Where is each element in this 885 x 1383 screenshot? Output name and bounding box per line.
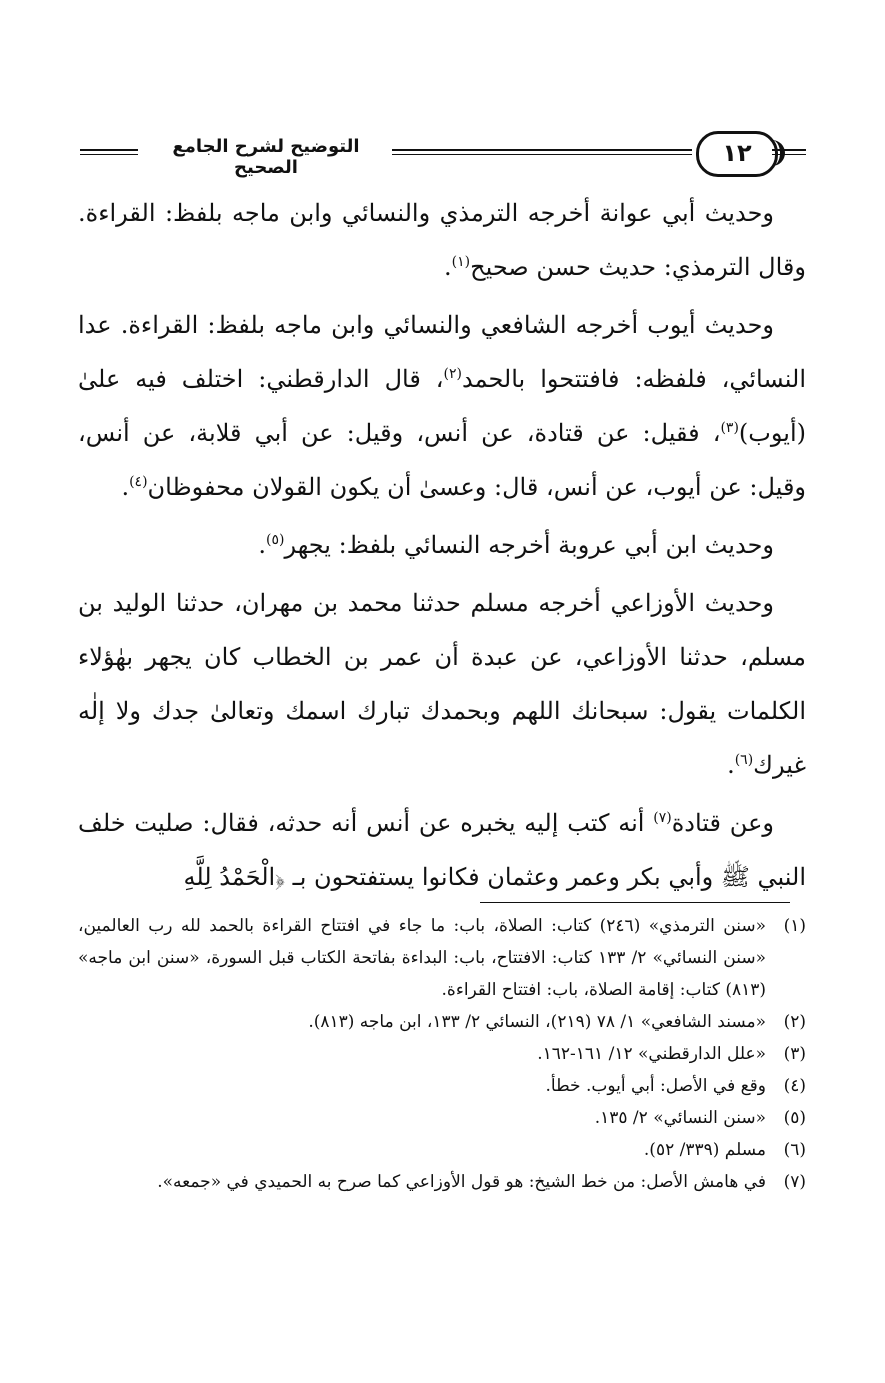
- footnote-text: في هامش الأصل: من خط الشيخ: هو قول الأوزاعي كما صرح به الحميدي في «جمعه».: [157, 1172, 766, 1192]
- footnote-ref-1[interactable]: (١): [451, 254, 471, 270]
- footnote-ref-5[interactable]: (٥): [266, 532, 285, 548]
- paragraph-2-end: .: [121, 473, 130, 501]
- paragraph-4-text: وحديث الأوزاعي أخرجه مسلم حدثنا محمد بن مهران، حدثنا الوليد بن مسلم، حدثنا الأوزاعي، عن عبدة أن عمر بن الخطاب كان يجهر بهٰؤلاء الكلمات يقول: سبحانك اللهم وبحمدك تبارك اسمك وتعالىٰ جدك ولا إلٰه غيرك: [78, 589, 806, 779]
- paragraph-1-text: وحديث أبي عوانة أخرجه الترمذي والنسائي وابن ماجه بلفظ: القراءة. وقال الترمذي: حديث حسن صحيح: [78, 199, 806, 281]
- paragraph-2-text-c: ، فقيل: عن قتادة، عن أنس، وقيل: عن أبي قلابة، عن أنس، وقيل: عن أيوب، عن أنس، قال: وعسىٰ أن يكون القولان محفوظان: [78, 419, 806, 501]
- paragraph-4-end: .: [727, 751, 735, 779]
- footnote-text: وقع في الأصل: أبي أيوب. خطأ.: [545, 1076, 766, 1096]
- footnote-ref-7[interactable]: (٧): [653, 810, 672, 826]
- running-title: التوضيح لشرح الجامع الصحيح: [172, 136, 360, 178]
- paragraph-1-end: .: [443, 253, 452, 281]
- paragraph-1: [78, 186, 806, 294]
- footnotes: [78, 910, 806, 1198]
- footnote-4: [78, 1070, 806, 1102]
- paragraph-4: [78, 576, 806, 792]
- page-number: ١٢: [722, 139, 752, 167]
- footnote-6: [78, 1134, 806, 1166]
- footnote-ref-3[interactable]: (٣): [720, 420, 739, 436]
- footnote-text: «علل الدارقطني» ١٢/ ١٦١-١٦٢.: [537, 1044, 766, 1064]
- footnote-text: «سنن النسائي» ٢/ ١٣٥.: [594, 1108, 766, 1128]
- footnote-ref-6[interactable]: (٦): [734, 752, 754, 768]
- footnote-text: مسلم (٣٣٩/ ٥٢).: [643, 1140, 766, 1160]
- header-rule-right: [772, 149, 806, 155]
- paragraph-5-text-a: وعن قتادة: [671, 809, 774, 837]
- paragraph-2-text-b: ، قال الدارقطني: اختلف فيه علىٰ (أيوب): [78, 365, 806, 447]
- paragraph-5: [78, 796, 806, 904]
- footnote-ref-4[interactable]: (٤): [129, 474, 148, 490]
- paragraph-5-text-b: أنه كتب إليه يخبره عن أنس أنه حدثه، فقال: صليت خلف النبي ﷺ وأبي بكر وعمر وعثمان فكانوا يستفتحون بـ ﴿الْحَمْدُ لِلَّهِ: [78, 809, 806, 891]
- footnote-1: [78, 910, 806, 1006]
- page-number-badge: [696, 131, 778, 177]
- footnote-number: (٦): [783, 1140, 806, 1160]
- footnote-7: [78, 1166, 806, 1198]
- footnote-5: [78, 1102, 806, 1134]
- footnote-3: [78, 1038, 806, 1070]
- footnote-number: (١): [783, 916, 806, 936]
- paragraph-3-end: .: [258, 531, 266, 559]
- footnote-number: (٣): [783, 1044, 806, 1064]
- footnote-ref-2[interactable]: (٢): [443, 366, 462, 382]
- paragraph-3-text: وحديث ابن أبي عروبة أخرجه النسائي بلفظ: يجهر: [284, 531, 774, 559]
- page-header: [76, 128, 804, 178]
- paragraph-2-text-a: وحديث أيوب أخرجه الشافعي والنسائي وابن ماجه بلفظ: القراءة. عدا النسائي، فلفظه: فافتتحوا بالحمد: [78, 311, 807, 393]
- footnote-number: (٤): [783, 1076, 806, 1096]
- paragraph-2: [78, 298, 806, 514]
- footnote-number: (٢): [783, 1012, 806, 1032]
- footnote-text: «سنن الترمذي» (٢٤٦) كتاب: الصلاة، باب: ما جاء في افتتاح القراءة بالحمد لله رب العالمين، «سنن النسائي» ٢/ ١٣٣ كتاب: الافتتاح، باب: البداءة بفاتحة الكتاب قبل السورة، «سنن ابن ماجه» (٨١٣) كتاب: إقامة الصلاة، باب: افتتاح القراءة.: [78, 916, 766, 1000]
- header-rule-middle: [392, 149, 692, 155]
- footnote-2: [78, 1006, 806, 1038]
- footnote-divider: [480, 902, 790, 903]
- main-text: [78, 186, 806, 908]
- footnote-number: (٥): [783, 1108, 806, 1128]
- footnote-number: (٧): [783, 1172, 806, 1192]
- header-rule-left: [80, 149, 138, 155]
- paragraph-3: [78, 518, 806, 572]
- footnote-text: «مسند الشافعي» ١/ ٧٨ (٢١٩)، النسائي ٢/ ١٣٣، ابن ماجه (٨١٣).: [308, 1012, 766, 1032]
